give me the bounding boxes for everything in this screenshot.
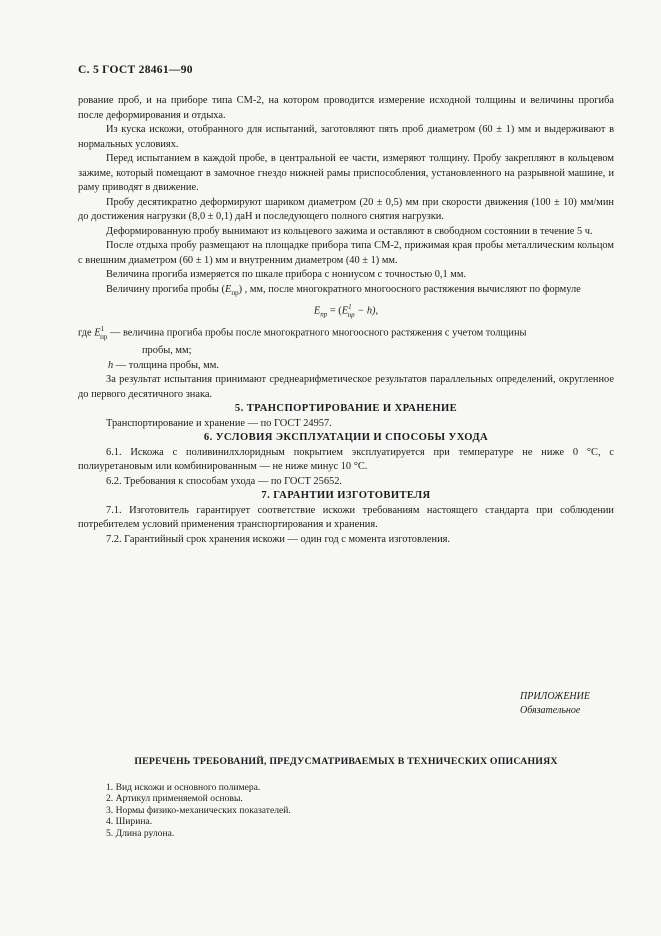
appendix-status: Обязательное <box>520 705 581 716</box>
formula: $E_{пр} = (E^1_{пр} - h)$, <box>313 303 379 319</box>
paragraph: Деформированную пробу вынимают из кольцевого зажима и оставляют в свободном состоянии в течение 5 ч. <box>106 225 593 237</box>
appendix-heading: ПРИЛОЖЕНИЕ <box>520 691 590 702</box>
paragraph: 7.1. Изготовитель гарантирует соответствие искожи требованиям настоящего стандарта при соблюдении потребителем условий применения транспортирования и хранения. <box>78 504 614 531</box>
definition-h: h — толщина пробы, мм. <box>108 359 219 371</box>
section-5-title: 5. ТРАНСПОРТИРОВАНИЕ И ХРАНЕНИЕ <box>234 403 458 415</box>
paragraph: Транспортирование и хранение — по ГОСТ 24957. <box>106 417 332 429</box>
list-item: 5. Длина рулона. <box>106 827 175 839</box>
list-item: 1. Вид искожи и основного полимера. <box>106 782 261 793</box>
paragraph: Из куска искожи, отобранного для испытаний, заготовляют пять проб диаметром (60 ± 1) мм и выдерживают в нормальных условиях. <box>78 124 614 150</box>
paragraph: Величина прогиба измеряется по шкале прибора с нониусом с точностью 0,1 мм. <box>106 269 467 280</box>
section-7-title: 7. ГАРАНТИИ ИЗГОТОВИТЕЛЯ <box>261 490 431 502</box>
list-item: 4. Ширина. <box>106 816 153 828</box>
paragraph: После отдыха пробу размещают на площадке прибора типа СМ-2, прижимая края пробы металлическим кольцом с внешним диаметром (60 ± 1) мм и внутренним диаметром (40 ± 1) мм. <box>78 240 614 266</box>
body-text <box>78 94 614 547</box>
appendix-label <box>520 690 590 718</box>
requirements-list <box>106 782 291 839</box>
section-6-title: 6. УСЛОВИЯ ЭКСПЛУАТАЦИИ И СПОСОБЫ УХОДА <box>203 432 489 444</box>
paragraph: рование проб, и на приборе типа СМ-2, на котором проводится измерение исходной толщины и величины прогиба после деформирования и отдыха. <box>78 95 614 121</box>
list-item: 2. Артикул применяемой основы. <box>106 793 243 805</box>
paragraph: 6.1. Искожа с поливинилхлоридным покрытием эксплуатируется при температуре не ниже 0 °С, с полиуретановым или комбинированным — не ниже минус 10 °С. <box>78 446 614 473</box>
paragraph: Перед испытанием в каждой пробе, в центральной ее части, измеряют толщину. Пробу закрепляют в кольцевом зажиме, который помещают в замочное гнездо нижней рамы приспособления, установленного на разрывной машине, и раму приводят в движение. <box>78 153 614 193</box>
paragraph: Пробу десятикратно деформируют шариком диаметром (20 ± 0,5) мм при скорости движения (100 ± 10) мм/мин до достижения нагрузки (8,0 ± 0,1) даН и последующего полного снятия нагрузки. <box>78 196 614 222</box>
page-header: С. 5 ГОСТ 28461—90 <box>78 64 193 76</box>
list-item: 3. Нормы физико-механических показателей. <box>106 804 291 816</box>
definition-e: где $E^1_{пр}$ — величина прогиба пробы после многократного многоосного растяжения с учетом толщины <box>78 325 527 341</box>
paragraph: 6.2. Требования к способам ухода — по ГОСТ 25652. <box>106 475 343 487</box>
definition-e-cont: пробы, мм; <box>142 345 192 357</box>
appendix-title: ПЕРЕЧЕНЬ ТРЕБОВАНИЙ, ПРЕДУСМАТРИВАЕМЫХ В ТЕХНИЧЕСКИХ ОПИСАНИЯХ <box>134 756 558 767</box>
paragraph: 7.2. Гарантийный срок хранения искожи — один год с момента изготовления. <box>106 533 451 545</box>
paragraph: Величину прогиба пробы $(E_{пр})$ , мм, после многократного многоосного растяжения вычисляют по формуле <box>106 283 581 297</box>
paragraph: За результат испытания принимают среднеарифметическое результатов параллельных определений, округленное до первого десятичного знака. <box>78 374 614 400</box>
